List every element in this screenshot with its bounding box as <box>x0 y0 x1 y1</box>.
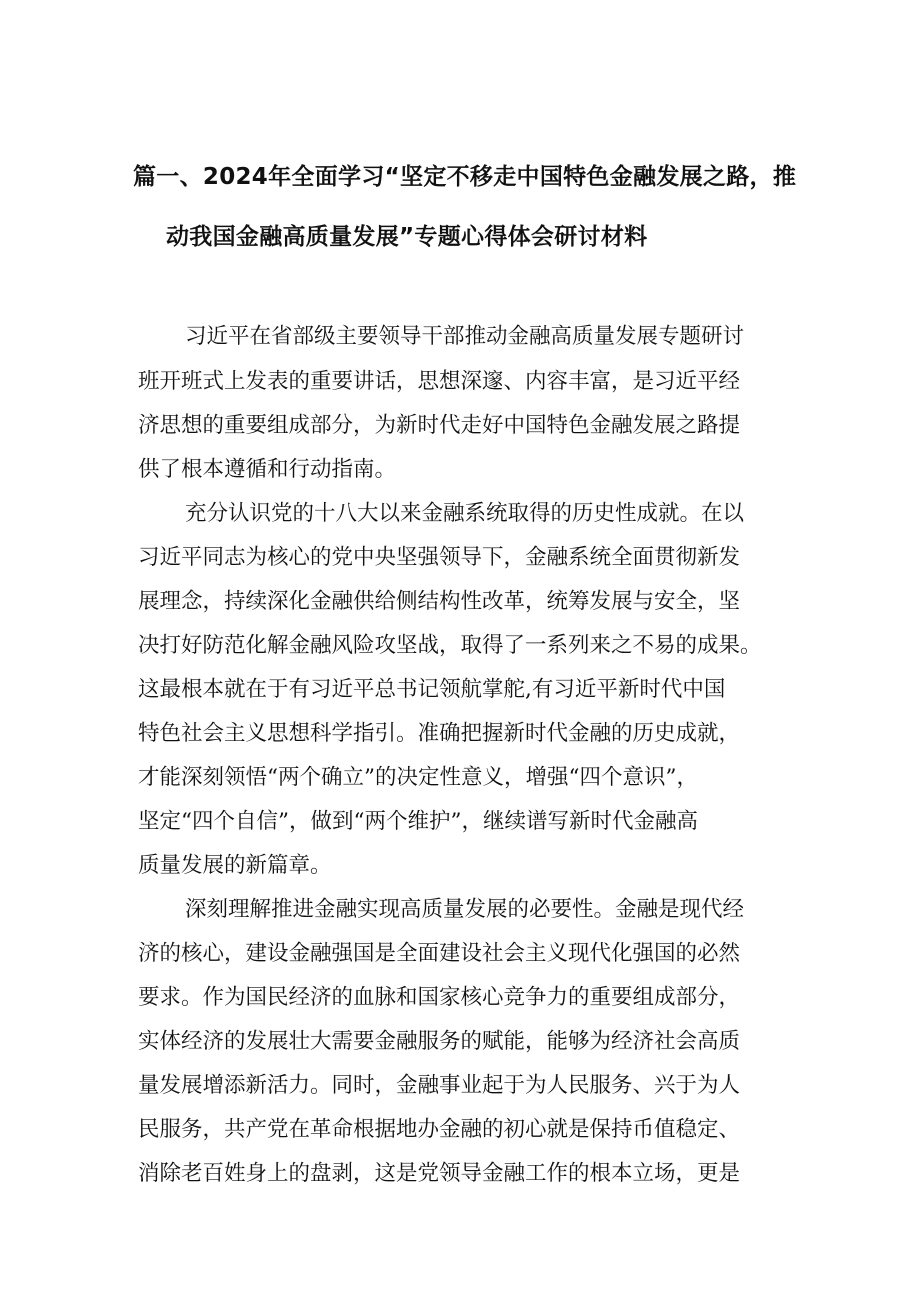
paragraph-1-line-1: 习近平在省部级主要领导干部推动金融高质量发展专题研讨 <box>185 324 745 349</box>
document-title-line-2: 动我国金融高质量发展”专题心得体会研讨材料 <box>166 224 648 250</box>
paragraph-3-line-5: 量发展增添新活力。同时，金融事业起于为人民服务、兴于为人 <box>138 1073 741 1098</box>
paragraph-3-line-4: 实体经济的发展壮大需要金融服务的赋能，能够为经济社会高质 <box>138 1029 741 1054</box>
paragraph-2-line-7: 才能深刻领悟“两个确立”的决定性意义，增强“四个意识”， <box>138 765 698 790</box>
paragraph-2-line-6: 特色社会主义思想科学指引。准确把握新时代金融的历史成就， <box>138 721 741 746</box>
paragraph-1-line-2: 班开班式上发表的重要讲话，思想深邃、内容丰富，是习近平经 <box>138 369 741 394</box>
paragraph-3-line-7: 消除老百姓身上的盘剥，这是党领导金融工作的根本立场，更是 <box>138 1161 741 1186</box>
paragraph-2-line-5: 这最根本就在于有习近平总书记领航掌舵,有习近平新时代中国 <box>138 677 726 702</box>
paragraph-3-line-3: 要求。作为国民经济的血脉和国家核心竞争力的重要组成部分， <box>138 985 741 1010</box>
paragraph-2-line-2: 习近平同志为核心的党中央坚强领导下，金融系统全面贯彻新发 <box>138 545 741 570</box>
document-title-line-1: 篇一、2024年全面学习“坚定不移走中国特色金融发展之路，推 <box>133 164 797 190</box>
paragraph-2-line-4: 决打好防范化解金融风险攻坚战，取得了一系列来之不易的成果。 <box>138 633 762 658</box>
paragraph-3-line-6: 民服务，共产党在革命根据地办金融的初心就是保持币值稳定、 <box>138 1117 741 1142</box>
paragraph-2-line-8: 坚定“四个自信”，做到“两个维护”，继续谱写新时代金融高 <box>138 809 698 834</box>
paragraph-3-line-1: 深刻理解推进金融实现高质量发展的必要性。金融是现代经 <box>185 897 745 922</box>
paragraph-3-line-2: 济的核心，建设金融强国是全面建设社会主义现代化强国的必然 <box>138 941 741 966</box>
paragraph-2-line-3: 展理念，持续深化金融供给侧结构性改革，统筹发展与安全，坚 <box>138 589 741 614</box>
paragraph-2-line-9: 质量发展的新篇章。 <box>138 853 332 878</box>
paragraph-1-line-4: 供了根本遵循和行动指南。 <box>138 457 397 482</box>
paragraph-1-line-3: 济思想的重要组成部分，为新时代走好中国特色金融发展之路提 <box>138 413 741 438</box>
paragraph-2-line-1: 充分认识党的十八大以来金融系统取得的历史性成就。在以 <box>185 501 745 526</box>
